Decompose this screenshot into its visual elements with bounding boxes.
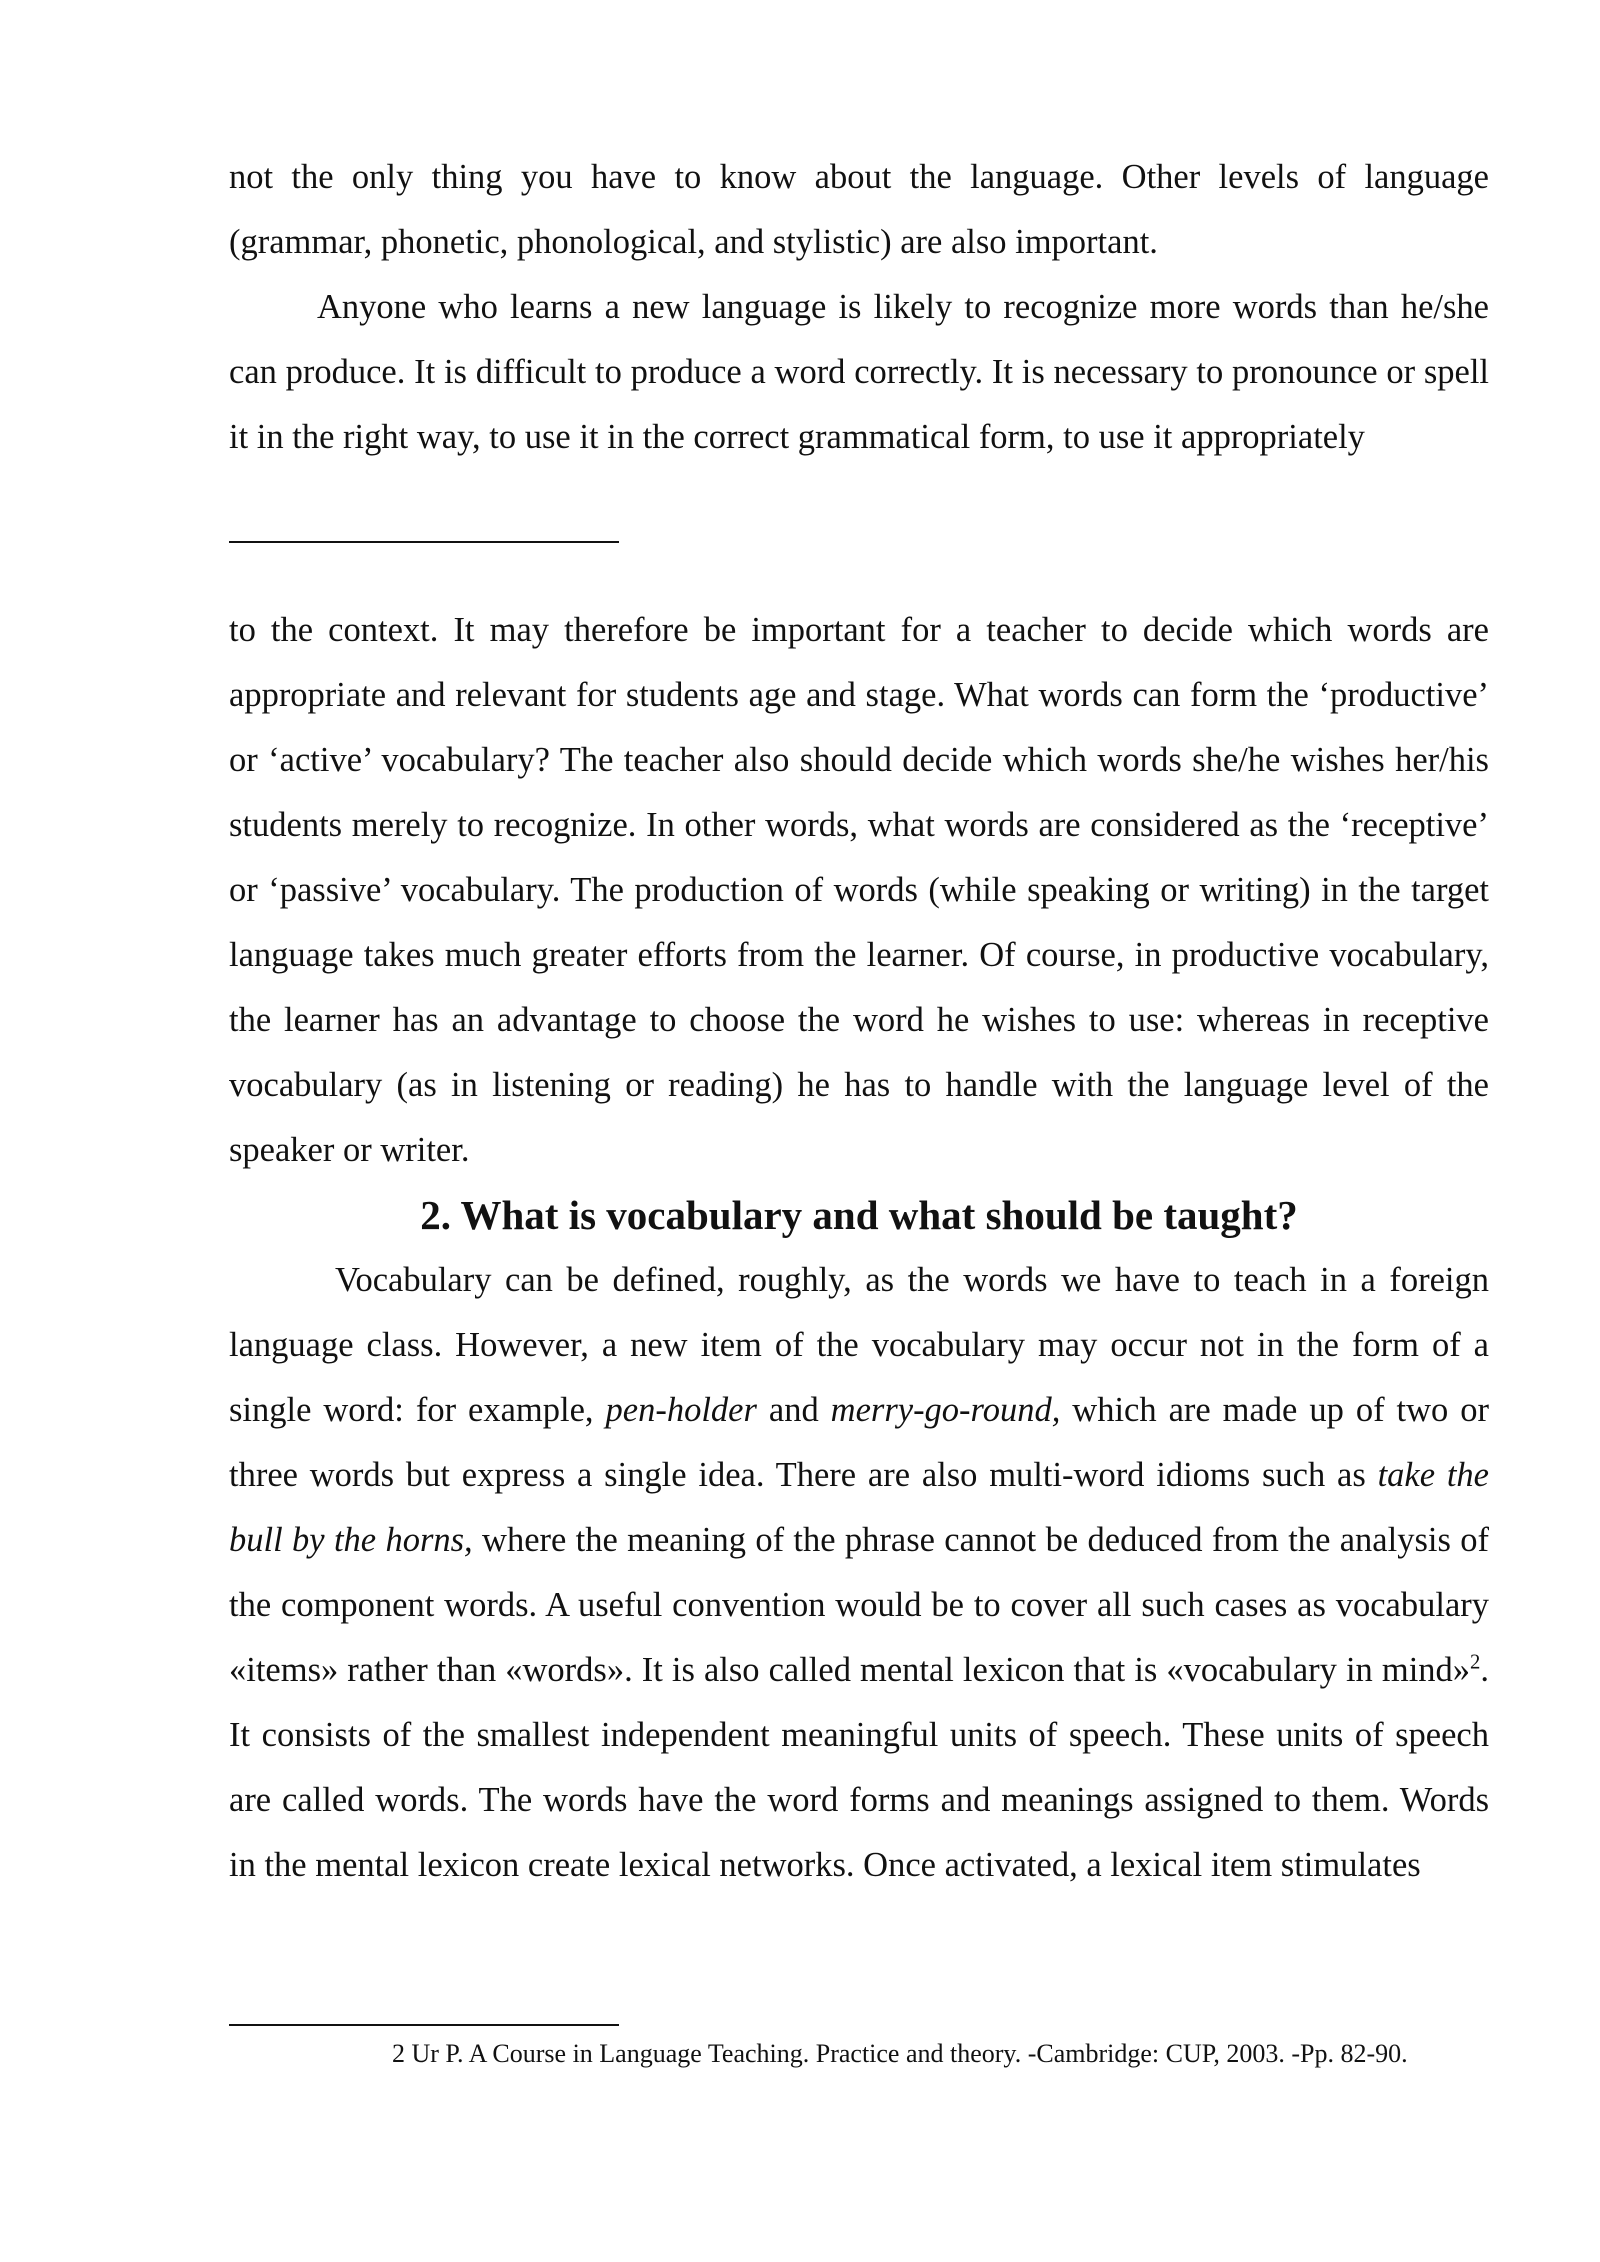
paragraph-levels-of-language: not the only thing you have to know about the language. Other levels of language (grammar, phonetic, phonological, and stylistic) are also important. [229,158,1489,261]
text-run: which are made up of two or three words but express a single idea. There are also multi-word idioms such as [229,1391,1489,1494]
text-run: Vocabulary can be defined, roughly, as the words we have to teach in a foreign language class. However, a new item of the vocabulary may occur not in the form of a single word: for example, [229,1261,1489,1429]
paragraph-recognize-produce: Anyone who learns a new language is likely to recognize more words than he/she can produce. It is difficult to produce a word correctly. It is necessary to pronounce or spell it in the right way, to use it in the correct grammatical form, to use it appropriately [229,288,1489,456]
text-run-bold-period: . It consists of the smallest independent meaningful units of speech. These units of speech are called words. The words have the word forms and meanings assigned to them. Words in the mental lexicon create lexical networks. Once activated, a lexical item stimulates [229,1651,1489,1884]
section-heading: 2. What is vocabulary and what should be taught? [420,1192,1298,1238]
text-run: where the meaning of the phrase cannot be deduced from the analysis of the component words. A useful convention would be to cover all such cases as vocabulary «items» rather than «words». It is also called mental lexicon that is «vocabulary in mind» [229,1521,1489,1689]
text-block-bottom [229,1248,1489,1898]
footnote-reference: 2 [1470,1651,1481,1674]
text-block-top [229,145,1489,470]
footnote-separator-bottom [229,2024,619,2026]
idiom-example: take the bull by the horns, [229,1456,1489,1559]
example-pen-holder: pen-holder [605,1391,757,1429]
text-run: and [756,1391,831,1429]
text-block-middle [229,598,1489,1183]
footnote: 2 Ur P. A Course in Language Teaching. Practice and theory. -Cambridge: CUP, 2003. -Pp. 82-90. [392,2039,1408,2068]
example-merry-go-round: merry-go-round, [830,1391,1061,1429]
paragraph-vocabulary-definition [229,1248,1489,1898]
footnote-separator-top [229,541,619,543]
paragraph-productive-receptive: to the context. It may therefore be important for a teacher to decide which words are appropriate and relevant for students age and stage. What words can form the ‘productive’ or ‘active’ vocabulary? The teacher also should decide which words she/he wishes her/his students merely to recognize. In other words, what words are considered as the ‘receptive’ or ‘passive’ vocabulary. The production of words (while speaking or writing) in the target language takes much greater efforts from the learner. Of course, in productive vocabulary, the learner has an advantage to choose the word he wishes to use: whereas in receptive vocabulary (as in listening or reading) he has to handle with the language level of the speaker or writer. [229,611,1489,1169]
